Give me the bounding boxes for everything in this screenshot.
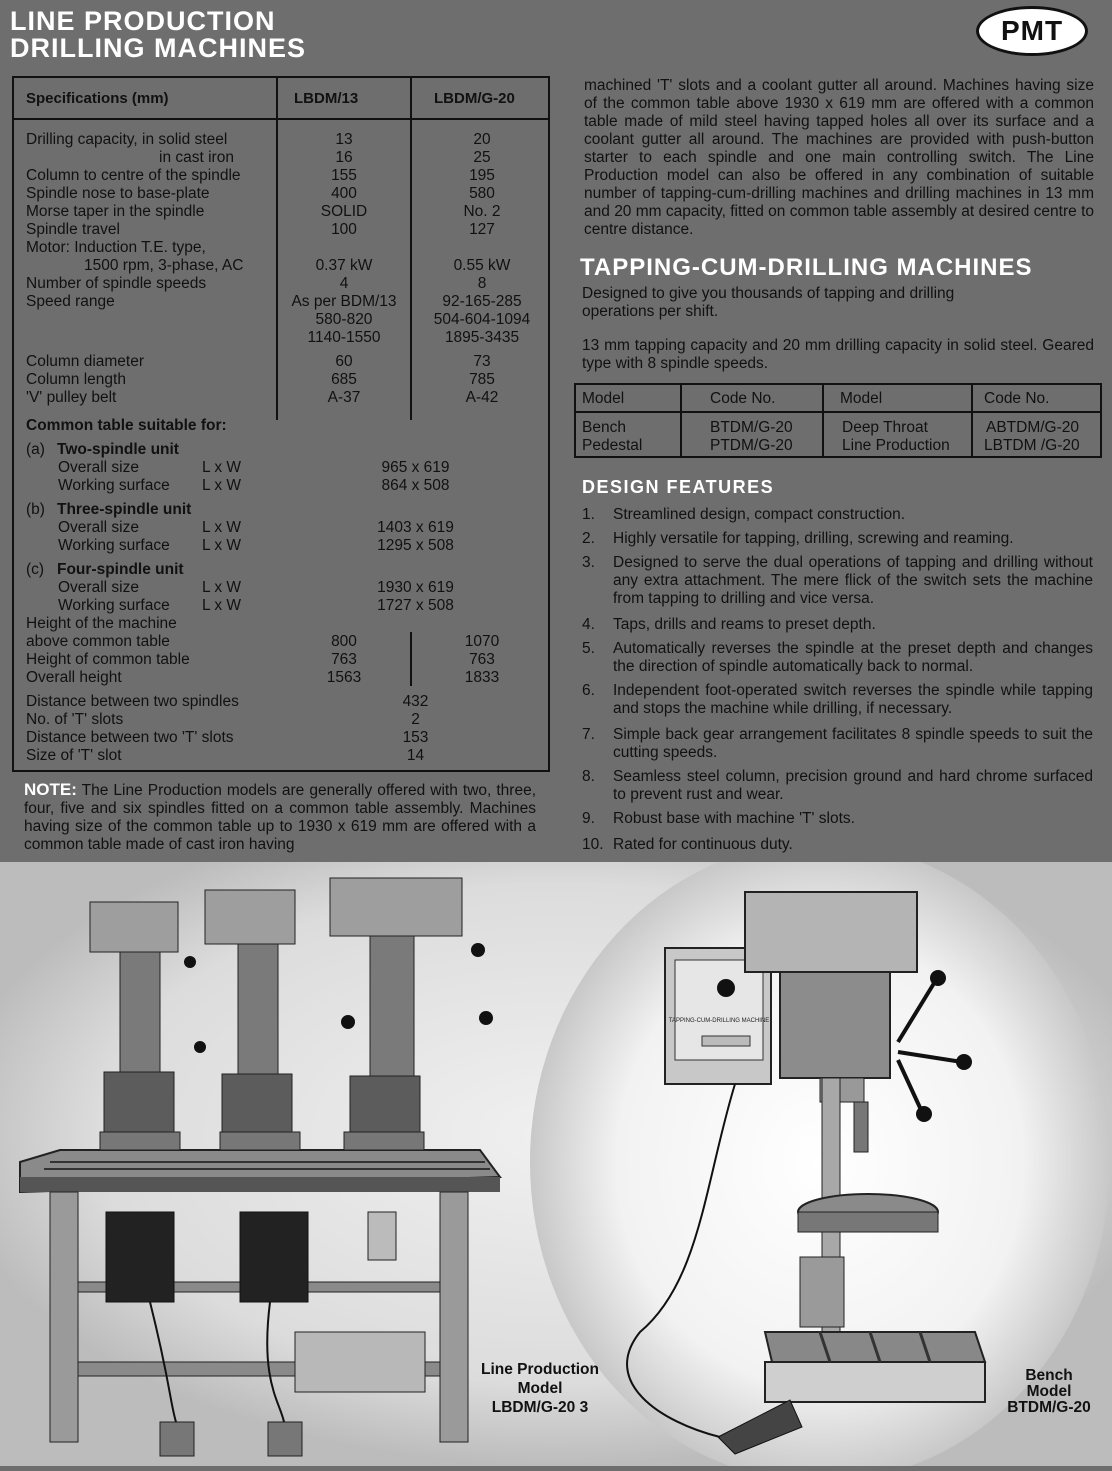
height-row-label: above common table — [26, 633, 170, 650]
spec-header-lbdm13: LBDM/13 — [294, 90, 359, 107]
spec-value-lbdm13: 100 — [331, 221, 357, 238]
spec-row-label: Drilling capacity, in solid steel — [26, 131, 228, 148]
feature-number: 9. — [582, 810, 595, 827]
unit-heading — [14, 501, 548, 519]
height-value-lbdmg20: 1833 — [464, 669, 500, 686]
spec-row — [14, 131, 548, 149]
spec-value-lbdmg20: 504-604-1094 — [433, 311, 531, 328]
unit-overall-value: 1403 x 619 — [377, 519, 454, 536]
model-header-3: Model — [840, 390, 883, 407]
lw-label: L x W — [202, 537, 242, 554]
title-line-2: DRILLING MACHINES — [10, 33, 306, 63]
overall-size-label: Overall size — [58, 579, 139, 596]
spec-value-lbdmg20: 1895-3435 — [444, 329, 520, 346]
spec-value-lbdmg20: 785 — [469, 371, 495, 388]
feature-text: Highly versatile for tapping, drilling, screwing and reaming. — [613, 530, 1014, 547]
spec-value-lbdmg20: 0.55 kW — [453, 257, 511, 274]
caption-right-line-2: Model — [1026, 1383, 1072, 1400]
caption-left-line-2: Model — [517, 1380, 563, 1397]
caption-left-line-3: LBDM/G-20 3 — [491, 1399, 589, 1416]
unit-letter: (a) — [26, 441, 45, 458]
spec-value-lbdmg20: 92-165-285 — [442, 293, 522, 310]
note-text: The Line Production models are generally offered with two, three, four, five and six spindles fitted on a common table assembly. Machines having size of the common table up to 1930 x 619 mm are offered with a common table made of cast iron having — [24, 782, 536, 853]
model-header-4: Code No. — [984, 390, 1050, 407]
spec-value-lbdmg20: 195 — [469, 167, 495, 184]
spec-value-lbdm13: 400 — [331, 185, 357, 202]
unit-heading — [14, 561, 548, 579]
note-paragraph — [24, 781, 536, 854]
height-row-label: Height of common table — [26, 651, 190, 668]
spec-row-label: Spindle nose to base-plate — [26, 185, 210, 202]
feature-text: Streamlined design, compact construction. — [613, 506, 906, 523]
height-row — [14, 651, 548, 669]
model-cell: LBTDM /G-20 — [984, 437, 1080, 454]
height-row — [14, 633, 548, 651]
model-cell: Line Production — [842, 437, 950, 454]
caption-right-line-3: BTDM/G-20 — [1007, 1399, 1091, 1416]
feature-text: Robust base with machine 'T' slots. — [613, 810, 855, 827]
spec-row — [14, 221, 548, 239]
model-cell: PTDM/G-20 — [710, 437, 793, 454]
feature-number: 6. — [582, 682, 595, 699]
spec-value-lbdmg20: 580 — [469, 185, 495, 202]
specifications-table — [12, 76, 550, 772]
spec-value-lbdm13: 60 — [335, 353, 353, 370]
shared-row — [14, 729, 548, 747]
spec-row-label: Spindle travel — [26, 221, 120, 238]
model-divider-2 — [822, 385, 824, 458]
model-cell: ABTDM/G-20 — [986, 419, 1080, 436]
spec-value-lbdm13: SOLID — [320, 203, 368, 220]
unit-name: Three-spindle unit — [57, 501, 192, 518]
panel-label: TAPPING-CUM-DRILLING MACHINE — [668, 1018, 770, 1024]
shared-row-label: Distance between two spindles — [26, 693, 239, 710]
height-row-label: Overall height — [26, 669, 122, 686]
feature-number: 2. — [582, 530, 595, 547]
working-surface-label: Working surface — [58, 537, 170, 554]
spec-value-lbdmg20: No. 2 — [463, 203, 501, 220]
spec-row — [14, 329, 548, 347]
height-value-lbdm13: 800 — [331, 633, 357, 650]
spec-value-lbdm13: 4 — [339, 275, 349, 292]
spec-value-lbdm13: 13 — [335, 131, 353, 148]
model-header-1: Model — [582, 390, 625, 407]
spec-row — [14, 371, 548, 389]
spec-value-lbdm13: 1140-1550 — [307, 329, 381, 346]
spec-row — [14, 149, 548, 167]
working-surface-label: Working surface — [58, 477, 170, 494]
feature-number: 8. — [582, 768, 595, 785]
feature-text: Taps, drills and reams to preset depth. — [613, 616, 876, 633]
lw-label: L x W — [202, 597, 242, 614]
height-value-lbdmg20: 1070 — [464, 633, 500, 650]
spec-header-label: Specifications (mm) — [26, 90, 169, 107]
lw-label: L x W — [202, 579, 242, 596]
spec-row — [14, 353, 548, 371]
feature-number: 10. — [582, 836, 604, 853]
lw-label: L x W — [202, 477, 242, 494]
spec-row-label: Column to centre of the spindle — [26, 167, 241, 184]
logo-text: PMT — [1000, 15, 1064, 46]
spec-row-label: Morse taper in the spindle — [26, 203, 205, 220]
feature-text: Seamless steel column, precision ground and hard chrome surfaced to prevent rust and wear. — [613, 768, 1093, 803]
spec-value-lbdmg20: 127 — [469, 221, 495, 238]
unit-working-value: 1295 x 508 — [377, 537, 454, 554]
unit-overall-row — [14, 579, 548, 597]
feature-number: 1. — [582, 506, 595, 523]
model-header-2: Code No. — [710, 390, 776, 407]
model-cell: Pedestal — [582, 437, 643, 454]
feature-text: Designed to serve the dual operations of tapping and drilling without any extra attachment. The mere flick of the switch sets the machine from tapping to drilling and vice versa. — [613, 554, 1093, 607]
model-code-table — [574, 383, 1102, 458]
pmt-logo — [976, 6, 1088, 56]
shared-row-label: Size of 'T' slot — [26, 747, 122, 764]
unit-letter: (b) — [26, 501, 45, 518]
unit-overall-row — [14, 519, 548, 537]
common-table-title: Common table suitable for: — [26, 417, 227, 434]
shared-row-value: 2 — [411, 711, 420, 728]
height-row — [14, 669, 548, 687]
spec-value-lbdm13: 155 — [331, 167, 357, 184]
feature-number: 7. — [582, 726, 595, 743]
spec-row — [14, 311, 548, 329]
model-divider-1 — [680, 385, 682, 458]
spec-value-lbdm13: 685 — [331, 371, 357, 388]
unit-overall-value: 1930 x 619 — [377, 579, 454, 596]
tapping-intro: Designed to give you thousands of tapping and drilling operations per shift. — [582, 285, 955, 320]
unit-working-row — [14, 477, 548, 495]
feature-text: Rated for continuous duty. — [613, 836, 793, 853]
spec-row-label: in cast iron — [159, 149, 234, 166]
model-divider-3 — [971, 385, 973, 458]
spec-value-lbdm13: 16 — [335, 149, 353, 166]
spec-value-lbdm13: A-37 — [327, 389, 361, 406]
shared-row — [14, 693, 548, 711]
spec-value-lbdm13: 580-820 — [315, 311, 373, 328]
model-cell: BTDM/G-20 — [710, 419, 793, 436]
tapping-capacity: 13 mm tapping capacity and 20 mm drilling capacity in solid steel. Geared type with 8 spindle speeds. — [582, 337, 1094, 372]
page-title — [10, 8, 306, 62]
spec-value-lbdm13: As per BDM/13 — [291, 293, 397, 310]
shared-row-value: 153 — [402, 729, 429, 746]
shared-row-label: No. of 'T' slots — [26, 711, 124, 728]
overall-size-label: Overall size — [58, 519, 139, 536]
spec-value-lbdmg20: 25 — [473, 149, 491, 166]
caption-line-production — [470, 1360, 610, 1417]
spec-row — [14, 167, 548, 185]
spec-row-label: Motor: Induction T.E. type, — [26, 239, 206, 256]
spec-header-lbdmg20: LBDM/G-20 — [434, 90, 515, 107]
overall-size-label: Overall size — [58, 459, 139, 476]
caption-bench-model — [990, 1368, 1108, 1416]
height-value-lbdm13: 763 — [331, 651, 357, 668]
feature-text: Simple back gear arrangement facilitates 8 spindle speeds to suit the cutting speeds. — [613, 726, 1093, 761]
spec-value-lbdmg20: 20 — [473, 131, 491, 148]
height-value-lbdm13: 1563 — [326, 669, 362, 686]
feature-text: Independent foot-operated switch reverses the spindle while tapping and stops the machine while drilling, if necessary. — [613, 682, 1093, 717]
shared-row — [14, 747, 548, 765]
height-value-lbdmg20: 763 — [469, 651, 495, 668]
note-label: NOTE: — [24, 780, 77, 799]
caption-left-line-1: Line Production — [481, 1361, 599, 1378]
spec-row — [14, 389, 548, 407]
lw-label: L x W — [202, 519, 242, 536]
working-surface-label: Working surface — [58, 597, 170, 614]
table-description: machined 'T' slots and a coolant gutter all around. Machines having size of the common table above 1930 x 619 mm are offered with a common table made of mild steel having tapped holes all over its surface and a coolant gutter all around. The machines are provided with push-button starter to each spindle and one main controlling switch. The Line Production model can also be offered in any combination of suitable number of tapping-cum-drilling machines and drilling machines in 13 mm and 20 mm capacity, fitted on common table assembly at desired centre to centre distance. — [584, 77, 1094, 238]
unit-working-row — [14, 537, 548, 555]
unit-overall-value: 965 x 619 — [381, 459, 450, 476]
shared-row-label: Distance between two 'T' slots — [26, 729, 234, 746]
shared-row — [14, 711, 548, 729]
spec-row — [14, 239, 548, 257]
feature-number: 5. — [582, 640, 595, 657]
unit-name: Four-spindle unit — [57, 561, 184, 578]
spec-row-label: 1500 rpm, 3-phase, AC — [84, 257, 244, 274]
caption-right-line-1: Bench — [1025, 1367, 1073, 1384]
tapping-heading: TAPPING-CUM-DRILLING MACHINES — [580, 254, 1033, 281]
spec-row-label: Column diameter — [26, 353, 145, 370]
shared-row-value: 14 — [406, 747, 425, 764]
unit-heading — [14, 441, 548, 459]
spec-row — [14, 185, 548, 203]
unit-letter: (c) — [26, 561, 45, 578]
unit-name: Two-spindle unit — [57, 441, 179, 458]
feature-text: Automatically reverses the spindle at the preset depth and changes the direction of spindle automatically back to normal. — [613, 640, 1093, 675]
spec-value-lbdmg20: A-42 — [465, 389, 499, 406]
spec-row — [14, 275, 548, 293]
spec-value-lbdmg20: 8 — [477, 275, 487, 292]
unit-overall-row — [14, 459, 548, 477]
title-line-1: LINE PRODUCTION — [10, 6, 276, 36]
unit-working-row — [14, 597, 548, 615]
height-row-label: Height of the machine — [26, 615, 177, 632]
model-cell: Bench — [582, 419, 626, 436]
spec-row-label: Number of spindle speeds — [26, 275, 207, 292]
lw-label: L x W — [202, 459, 242, 476]
unit-working-value: 864 x 508 — [381, 477, 450, 494]
spec-row — [14, 203, 548, 221]
spec-divider-2 — [410, 78, 412, 120]
spec-row — [14, 293, 548, 311]
spec-row-label: Speed range — [26, 293, 115, 310]
height-row — [14, 615, 548, 633]
model-cell: Deep Throat — [842, 419, 928, 436]
spec-row-label: Column length — [26, 371, 126, 388]
feature-number: 3. — [582, 554, 595, 571]
spec-row-label: 'V' pulley belt — [26, 389, 117, 406]
spec-value-lbdm13: 0.37 kW — [315, 257, 373, 274]
feature-number: 4. — [582, 616, 595, 633]
unit-working-value: 1727 x 508 — [377, 597, 454, 614]
shared-row-value: 432 — [402, 693, 429, 710]
design-features-heading: DESIGN FEATURES — [582, 477, 775, 497]
spec-value-lbdmg20: 73 — [473, 353, 491, 370]
spec-row — [14, 257, 548, 275]
common-table-heading — [14, 417, 548, 435]
spec-table-header — [14, 78, 548, 120]
